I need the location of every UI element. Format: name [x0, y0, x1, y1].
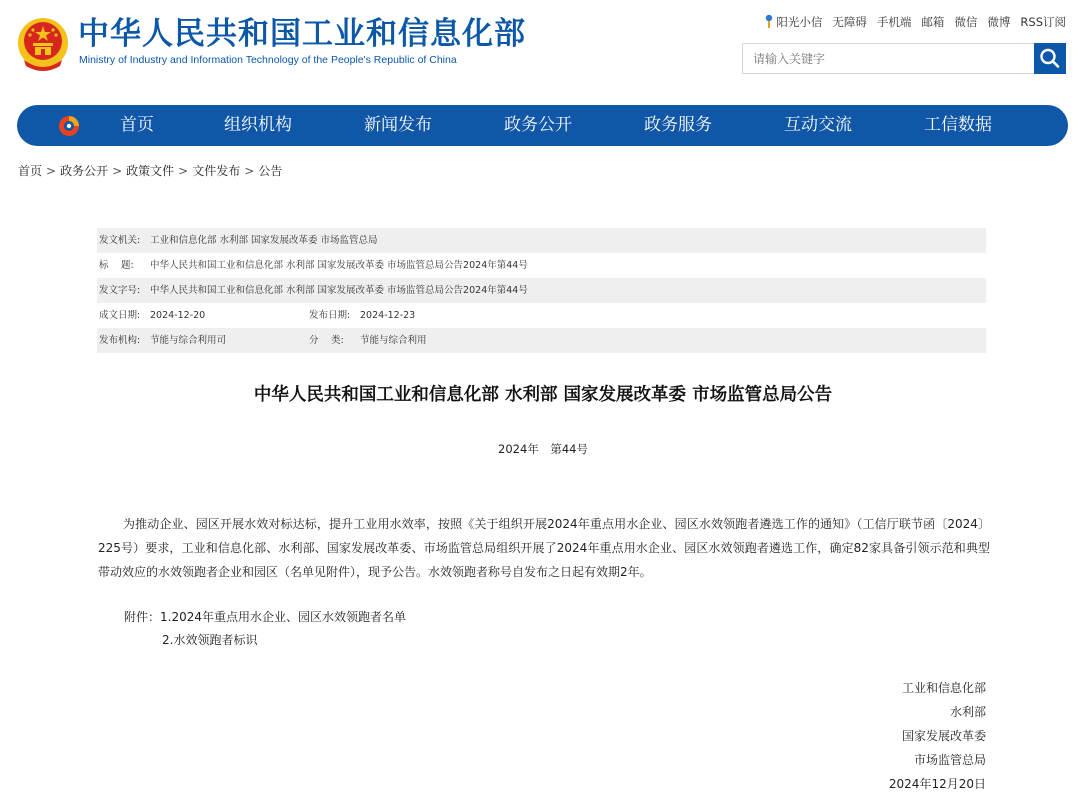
nav-gov-services[interactable]: 政务服务: [644, 115, 712, 135]
breadcrumb-policy-docs[interactable]: 政策文件: [126, 164, 175, 178]
link-mail[interactable]: 邮箱: [921, 15, 945, 29]
site-title[interactable]: 中华人民共和国工业和信息化部: [78, 16, 526, 52]
signatory: 工业和信息化部: [901, 681, 986, 695]
site-subtitle-en: Ministry of Industry and Information Technology of the People's Republic of China: [79, 54, 457, 66]
link-mobile[interactable]: 手机端: [876, 15, 912, 29]
breadcrumb: [18, 162, 282, 179]
link-wechat[interactable]: 微信: [954, 15, 978, 29]
breadcrumb-notice[interactable]: 公告: [258, 164, 283, 178]
date-label: 成文日期:: [99, 310, 141, 321]
breadcrumb-sep: >: [46, 164, 57, 178]
info-row-issuer: [97, 228, 986, 253]
ministry-logo-icon[interactable]: [57, 114, 81, 138]
nav-news[interactable]: 新闻发布: [364, 115, 432, 135]
issuer-label: 发文机关:: [99, 235, 141, 246]
nav-data[interactable]: 工信数据: [924, 115, 992, 135]
title-value: 中华人民共和国工业和信息化部 水利部 国家发展改革委 市场监管总局公告2024年第44号: [150, 260, 528, 271]
signatory: 水利部: [949, 705, 986, 719]
search-box: [742, 43, 1066, 74]
attachment-link-1[interactable]: 附件：1.2024年重点用水企业、园区水效领跑者名单: [124, 610, 406, 624]
attachments: [124, 606, 406, 652]
pubdate-label: 发布日期:: [309, 310, 351, 321]
info-row-dates: [97, 303, 986, 328]
nav-organization[interactable]: 组织机构: [224, 115, 292, 135]
category-label: 分 类:: [309, 335, 344, 346]
national-emblem-icon[interactable]: [16, 16, 70, 72]
org-label: 发布机构:: [99, 335, 141, 346]
link-sunshine[interactable]: [764, 14, 822, 30]
attachment-link-2[interactable]: 2.水效领跑者标识: [162, 633, 258, 647]
article-docnum: 2024年 第44号: [498, 442, 588, 456]
doc-info-table: [97, 228, 986, 353]
link-weibo[interactable]: 微博: [987, 15, 1011, 29]
breadcrumb-home[interactable]: 首页: [18, 164, 43, 178]
search-button[interactable]: [1034, 43, 1066, 74]
link-sunshine-label: 阳光小信: [776, 15, 823, 29]
main-nav: [17, 105, 1068, 146]
sunshine-icon: [764, 14, 774, 28]
info-row-docno: [97, 278, 986, 303]
link-accessibility[interactable]: 无障碍: [832, 15, 867, 29]
article-title: 中华人民共和国工业和信息化部 水利部 国家发展改革委 市场监管总局公告: [253, 385, 833, 405]
nav-interaction[interactable]: 互动交流: [784, 115, 852, 135]
search-input[interactable]: [743, 44, 1033, 73]
signatory: 市场监管总局: [913, 753, 986, 767]
breadcrumb-sep: >: [178, 164, 189, 178]
info-row-title: [97, 253, 986, 278]
signatory: 国家发展改革委: [901, 729, 986, 743]
issuer-value: 工业和信息化部 水利部 国家发展改革委 市场监管总局: [150, 235, 378, 246]
info-row-org: [97, 328, 986, 353]
sign-date: 2024年12月20日: [888, 777, 986, 791]
date-value: 2024-12-20: [150, 310, 206, 321]
pubdate-value: 2024-12-23: [360, 310, 416, 321]
nav-gov-affairs[interactable]: 政务公开: [504, 115, 572, 135]
breadcrumb-doc-release[interactable]: 文件发布: [192, 164, 241, 178]
breadcrumb-gov-affairs[interactable]: 政务公开: [60, 164, 109, 178]
nav-home[interactable]: 首页: [120, 115, 154, 135]
article-body: 为推动企业、园区开展水效对标达标，提升工业用水效率，按照《关于组织开展2024年重点用水企业、园区水效领跑者遴选工作的通知》（工信厅联节函〔2024〕225号）要求，工业和信息化部、水利部、国家发展改革委、市场监管总局组织开展了2024年重点用水企业、园区水效领跑者遴选工作，确定82家具备引领示范和典型带动效应的水效领跑者企业和园区（名单见附件），现予公告。水效领跑者称号自发布之日起有效期2年。: [98, 517, 990, 579]
breadcrumb-sep: >: [112, 164, 123, 178]
signatories: [889, 676, 986, 796]
category-value: 节能与综合利用: [360, 335, 427, 346]
org-value: 节能与综合利用司: [150, 335, 227, 346]
top-links: [764, 14, 1066, 30]
title-label: 标 题:: [99, 260, 134, 271]
search-icon: [1034, 43, 1066, 74]
link-rss[interactable]: RSS订阅: [1020, 15, 1066, 29]
breadcrumb-sep: >: [244, 164, 255, 178]
docno-value: 中华人民共和国工业和信息化部 水利部 国家发展改革委 市场监管总局公告2024年第44号: [150, 285, 528, 296]
site-header: [0, 0, 1080, 100]
docno-label: 发文字号:: [99, 285, 141, 296]
